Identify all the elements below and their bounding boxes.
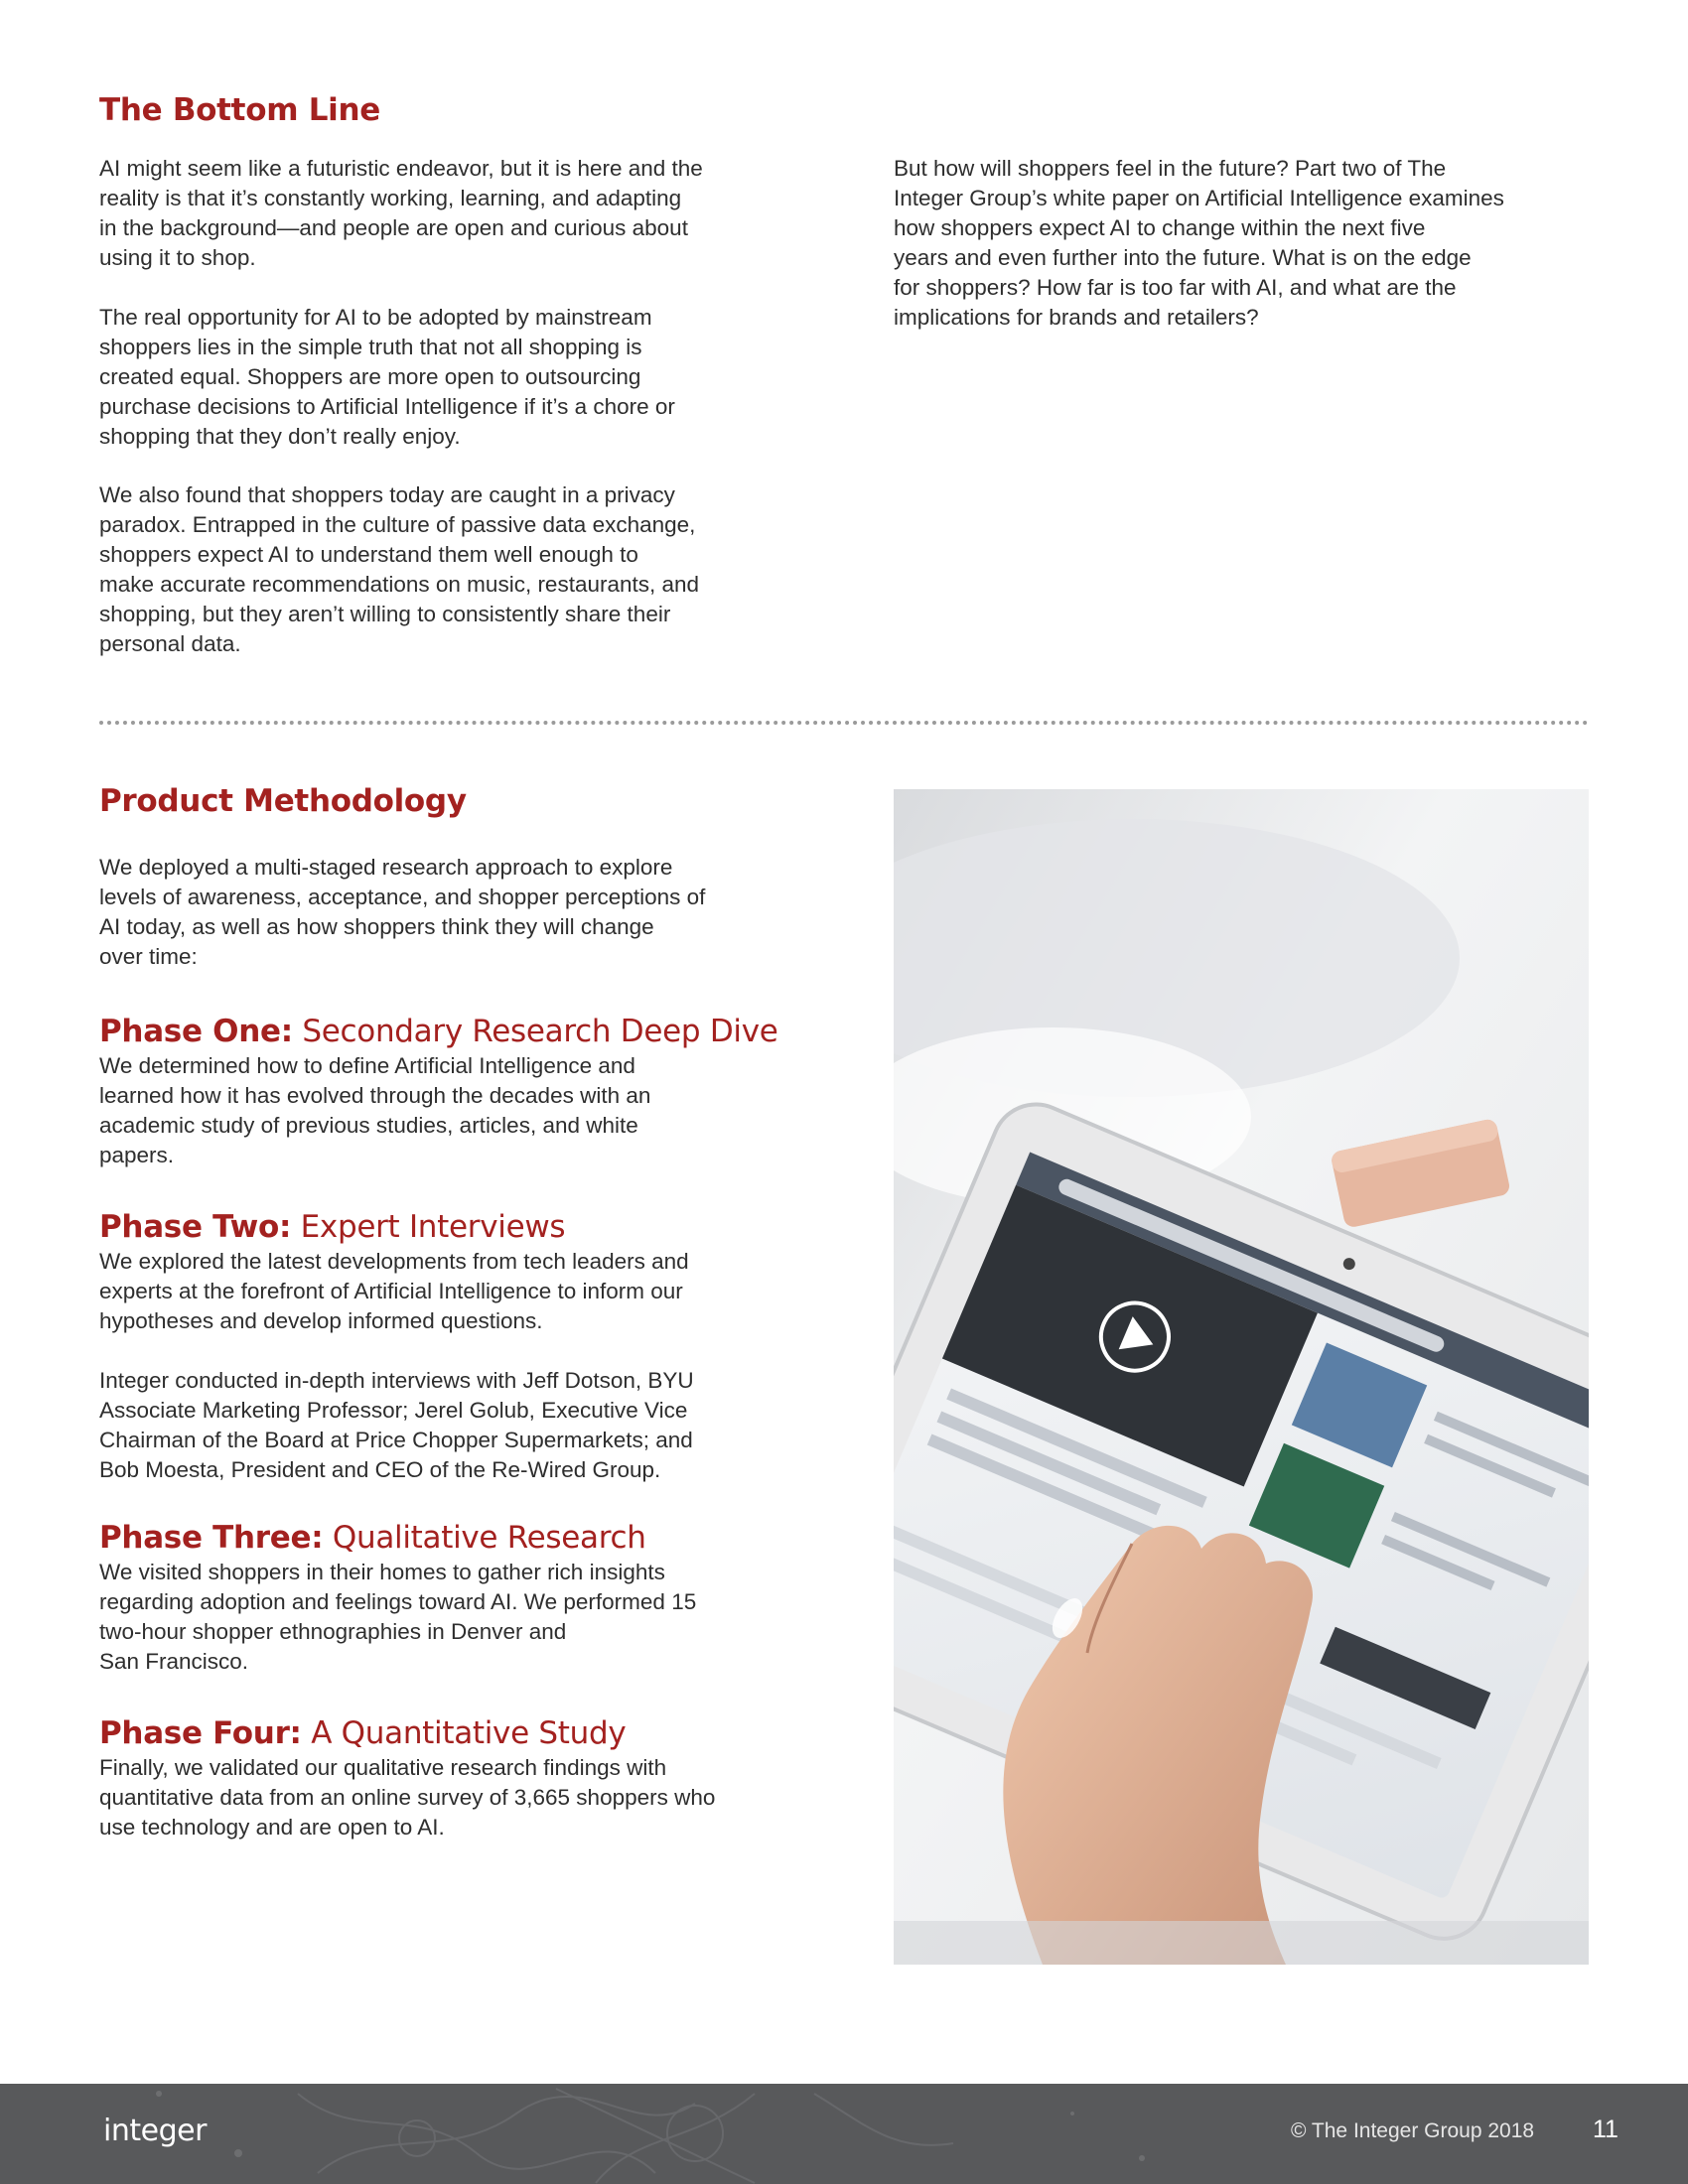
integer-logo: integer [103, 2114, 207, 2148]
bottom-line-paragraph: AI might seem like a futuristic endeavor, but it is here and the reality is that it’s constantly working, learning, and adapting in the background—and people are open and curious about using it to shop. [99, 156, 703, 270]
phase-one-name: Secondary Research Deep Dive [302, 1014, 778, 1049]
phase-four-name: A Quantitative Study [311, 1715, 627, 1751]
tablet-photo-illustration [894, 789, 1589, 1965]
phase-two-title [99, 1209, 565, 1245]
phase-three-label: Phase Three: [99, 1520, 324, 1556]
phase-two-interviews: Integer conducted in-depth interviews with Jeff Dotson, BYU Associate Marketing Professor; Jerel Golub, Executive Vice Chairman of the Board at Price Chopper Supermarkets; and Bob Moesta, President and CEO of the Re-Wired Group. [99, 1368, 694, 1482]
phase-two-text: We explored the latest developments from tech leaders and experts at the forefront of Artificial Intelligence to inform our hypotheses and develop informed questions. [99, 1249, 689, 1333]
phase-one-text: We determined how to define Artificial Intelligence and learned how it has evolved through the decades with an academic study of previous studies, articles, and white papers. [99, 1053, 651, 1167]
methodology-intro: We deployed a multi-staged research approach to explore levels of awareness, acceptance, and shopper perceptions of AI today, as well as how shoppers think they will change over time: [99, 855, 706, 969]
phase-three-title [99, 1520, 646, 1556]
bottom-line-paragraph: We also found that shoppers today are caught in a privacy paradox. Entrapped in the culture of passive data exchange, shoppers expect AI to understand them well enough to make accurate recommendations on music, restaurants, and shopping, but they aren’t willing to consistently share their personal data. [99, 482, 700, 656]
copyright-text: © The Integer Group 2018 [1291, 2119, 1535, 2142]
phase-three-text: We visited shoppers in their homes to gather rich insights regarding adoption and feelings toward AI. We performed 15 two-hour shopper ethnographies in Denver and San Francisco. [99, 1560, 697, 1674]
section-divider [99, 721, 1589, 725]
phase-four-label: Phase Four: [99, 1715, 302, 1751]
phase-four-title [99, 1715, 626, 1751]
methodology-heading: Product Methodology [99, 783, 467, 819]
tablet-photo [894, 789, 1589, 1965]
future-paragraph: But how will shoppers feel in the future? Part two of The Integer Group’s white paper on Artificial Intelligence examines how shoppers expect AI to change within the next five years and even further into the future. What is on the edge for shoppers? How far is too far with AI, and what are the implications for brands and retailers? [894, 156, 1504, 330]
page-number: 11 [1593, 2116, 1618, 2143]
phase-three-name: Qualitative Research [332, 1520, 646, 1556]
phase-four-text: Finally, we validated our qualitative research findings with quantitative data from an online survey of 3,665 shoppers who use technology and are open to AI. [99, 1755, 716, 1840]
phase-one-label: Phase One: [99, 1014, 293, 1049]
footer-bar [0, 2084, 1688, 2184]
phase-one-title [99, 1014, 778, 1049]
phase-two-label: Phase Two: [99, 1209, 292, 1245]
bottom-line-paragraph: The real opportunity for AI to be adopted by mainstream shoppers lies in the simple truth that not all shopping is created equal. Shoppers are more open to outsourcing purchase decisions to Artificial Intelligence if it’s a chore or shopping that they don’t really enjoy. [99, 305, 675, 449]
bottom-line-heading: The Bottom Line [99, 92, 380, 128]
phase-two-name: Expert Interviews [300, 1209, 566, 1245]
